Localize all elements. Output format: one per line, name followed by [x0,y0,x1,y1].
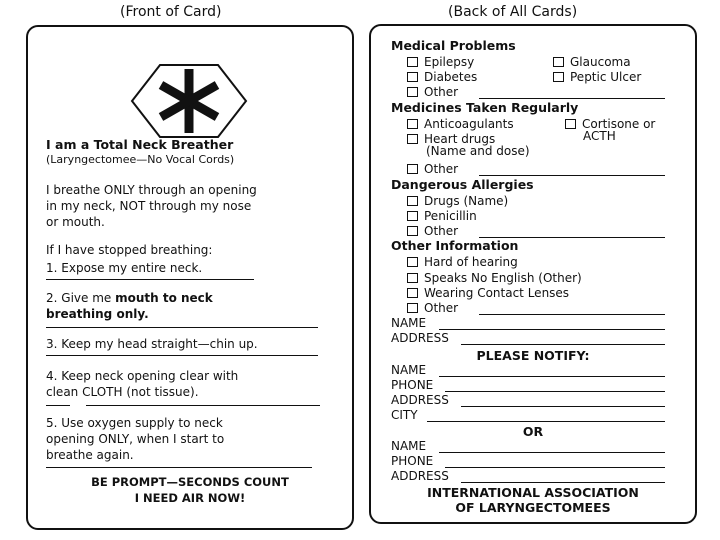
divider [46,355,318,356]
checkbox-icon[interactable] [407,273,418,283]
step-5-line1: 5. Use oxygen supply to neck [46,416,223,430]
checkbox-icon[interactable] [407,303,418,313]
checkbox-heart-drugs[interactable]: Heart drugs [407,132,495,146]
back-card [369,24,697,524]
divider [46,405,70,406]
alt-name-label: NAME [391,439,427,453]
front-subtitle: (Laryngectomee—No Vocal Cords) [46,153,235,166]
checkbox-other-info-other[interactable]: Other [407,301,458,315]
allergies-heading: Dangerous Allergies [391,177,534,192]
checkbox-icon[interactable] [553,72,564,82]
cortisone-acth-text: ACTH [583,129,616,143]
step-2-line1: 2. Give me mouth to neck [46,291,213,305]
checkbox-penicillin[interactable]: Penicillin [407,209,477,223]
checkbox-icon[interactable] [407,288,418,298]
alt-phone-field[interactable] [445,467,665,468]
notify-phone-field[interactable] [445,391,665,392]
alt-name-field[interactable] [439,452,665,453]
checkbox-cortisone[interactable]: Cortisone or [565,117,655,131]
name-label: NAME [391,316,427,330]
checkbox-icon[interactable] [407,57,418,67]
notify-name-field[interactable] [439,376,665,377]
breathing-note-line3: or mouth. [46,215,105,229]
or-separator: OR [522,424,544,439]
name-and-dose-text: (Name and dose) [426,144,530,158]
address-field[interactable] [461,344,665,345]
checkbox-icon[interactable] [565,119,576,129]
notify-city-field[interactable] [427,421,665,422]
notify-phone-label: PHONE [391,378,434,392]
step-5-line3: breathe again. [46,448,134,462]
step-5-line2: opening ONLY, when I start to [46,432,225,446]
breathing-note-line1: I breathe ONLY through an opening [46,183,257,197]
front-title: I am a Total Neck Breather [46,137,234,152]
checkbox-medical-other[interactable]: Other [407,85,458,99]
checkbox-allergies-other[interactable]: Other [407,224,458,238]
divider [46,467,312,468]
checkbox-icon[interactable] [407,119,418,129]
checkbox-icon[interactable] [407,196,418,206]
notify-name-label: NAME [391,363,427,377]
checkbox-diabetes[interactable]: Diabetes [407,70,477,84]
checkbox-icon[interactable] [407,87,418,97]
checkbox-anticoagulants[interactable]: Anticoagulants [407,117,514,131]
notify-address-field[interactable] [461,406,665,407]
step-1: 1. Expose my entire neck. [46,261,203,275]
checkbox-icon[interactable] [407,134,418,144]
checkbox-icon[interactable] [407,257,418,267]
back-card-caption: (Back of All Cards) [448,4,578,20]
front-card [26,25,354,530]
checkbox-icon[interactable] [407,211,418,221]
checkbox-contact-lenses[interactable]: Wearing Contact Lenses [407,286,569,300]
checkbox-speaks-no-english[interactable]: Speaks No English (Other) [407,271,582,285]
medicines-other-line[interactable] [479,175,665,176]
notify-address-label: ADDRESS [391,393,449,407]
medicines-heading: Medicines Taken Regularly [391,100,579,115]
step-3: 3. Keep my head straight—chin up. [46,337,258,351]
divider [46,327,318,328]
alt-address-label: ADDRESS [391,469,449,483]
checkbox-drugs[interactable]: Drugs (Name) [407,194,508,208]
prompt-line1: BE PROMPT—SECONDS COUNT [91,475,289,489]
alt-phone-label: PHONE [391,454,434,468]
checkbox-epilepsy[interactable]: Epilepsy [407,55,474,69]
association-line2: OF LARYNGECTOMEES [455,500,611,515]
name-field[interactable] [439,329,665,330]
other-info-other-line[interactable] [479,314,665,315]
step-2-line2: breathing only. [46,307,149,321]
checkbox-icon[interactable] [553,57,564,67]
divider [86,405,320,406]
medical-star-emblem-icon [130,63,248,139]
medical-problems-heading: Medical Problems [391,38,516,53]
checkbox-icon[interactable] [407,226,418,236]
address-label: ADDRESS [391,331,449,345]
checkbox-glaucoma[interactable]: Glaucoma [553,55,631,69]
breathing-note-line2: in my neck, NOT through my nose [46,199,252,213]
alt-address-field[interactable] [461,482,665,483]
front-card-caption: (Front of Card) [120,4,222,20]
other-information-heading: Other Information [391,238,519,253]
prompt-line2: I NEED AIR NOW! [134,491,246,505]
medical-other-line[interactable] [479,98,665,99]
checkbox-hard-of-hearing[interactable]: Hard of hearing [407,255,518,269]
checkbox-icon[interactable] [407,164,418,174]
divider [46,279,254,280]
checkbox-peptic-ulcer[interactable]: Peptic Ulcer [553,70,641,84]
if-stopped-text: If I have stopped breathing: [46,243,213,257]
please-notify-heading: PLEASE NOTIFY: [476,348,590,363]
checkbox-medicines-other[interactable]: Other [407,162,458,176]
notify-city-label: CITY [391,408,418,422]
step-4-line2: clean CLOTH (not tissue). [46,385,199,399]
step-4-line1: 4. Keep neck opening clear with [46,369,239,383]
checkbox-icon[interactable] [407,72,418,82]
association-line1: INTERNATIONAL ASSOCIATION [427,485,639,500]
